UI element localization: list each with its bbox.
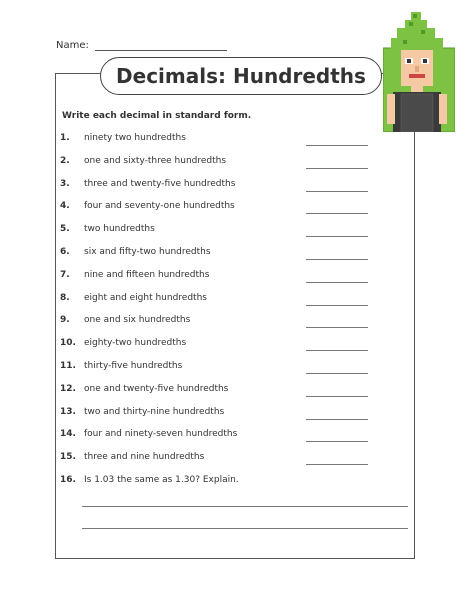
question-text: one and six hundredths [84, 315, 191, 326]
question-number: 15. [60, 452, 76, 463]
answer-line[interactable] [306, 191, 368, 192]
answer-line[interactable] [306, 145, 368, 146]
answer-line[interactable] [306, 282, 368, 283]
question-item [60, 179, 370, 189]
question-item [60, 452, 370, 462]
question-item [60, 407, 370, 417]
answer-line[interactable] [306, 396, 368, 397]
question-number: 9. [60, 315, 70, 326]
question-text: nine and fifteen hundredths [84, 269, 210, 280]
question-number: 16. [60, 475, 76, 485]
question-number: 1. [60, 133, 70, 143]
question-text: two hundredths [84, 224, 155, 235]
explanation-line[interactable] [82, 506, 408, 507]
answer-line[interactable] [306, 373, 368, 374]
question-item [60, 429, 370, 439]
question-text: four and ninety-seven hundredths [84, 429, 238, 440]
name-field[interactable] [95, 40, 227, 51]
question-item [60, 361, 370, 371]
question-item [60, 201, 370, 211]
answer-line[interactable] [306, 305, 368, 306]
question-number: 10. [60, 338, 76, 349]
question-text: three and twenty-five hundredths [84, 178, 236, 189]
pixel-character-icon [383, 12, 455, 132]
answer-line[interactable] [306, 464, 368, 465]
page-title: Decimals: Hundredths [100, 57, 382, 95]
question-text: eighty-two hundredths [84, 338, 187, 349]
question-item [60, 270, 370, 280]
answer-line[interactable] [306, 213, 368, 214]
instructions: Write each decimal in standard form. [62, 111, 252, 121]
question-item [60, 247, 370, 257]
explanation-line[interactable] [82, 528, 408, 529]
question-number: 4. [60, 201, 70, 212]
question-number: 12. [60, 383, 76, 394]
question-text: one and sixty-three hundredths [84, 155, 227, 166]
question-item [60, 475, 370, 485]
answer-line[interactable] [306, 168, 368, 169]
question-number: 13. [60, 406, 76, 417]
name-row [56, 40, 227, 51]
question-text: ninety two hundredths [84, 133, 186, 143]
question-item [60, 315, 370, 325]
name-label: Name: [56, 40, 89, 51]
question-number: 3. [60, 178, 70, 189]
answer-line[interactable] [306, 327, 368, 328]
answer-line[interactable] [306, 236, 368, 237]
question-text: thirty-five hundredths [84, 361, 183, 371]
answer-line[interactable] [306, 419, 368, 420]
question-number: 5. [60, 224, 70, 235]
question-text: eight and eight hundredths [84, 292, 207, 303]
question-text: two and thirty-nine hundredths [84, 406, 225, 417]
question-item [60, 293, 370, 303]
question-item [60, 384, 370, 394]
question-number: 8. [60, 292, 70, 303]
question-text: Is 1.03 the same as 1.30? Explain. [84, 475, 239, 485]
question-item [60, 338, 370, 348]
question-number: 11. [60, 361, 76, 371]
question-text: three and nine hundredths [84, 452, 205, 463]
question-text: four and seventy-one hundredths [84, 201, 235, 212]
question-item [60, 133, 370, 143]
question-item [60, 224, 370, 234]
question-number: 6. [60, 247, 70, 257]
answer-line[interactable] [306, 441, 368, 442]
answer-line[interactable] [306, 350, 368, 351]
question-number: 7. [60, 269, 70, 280]
question-text: six and fifty-two hundredths [84, 247, 211, 257]
question-item [60, 156, 370, 166]
answer-line[interactable] [306, 259, 368, 260]
question-text: one and twenty-five hundredths [84, 383, 229, 394]
question-number: 14. [60, 429, 76, 440]
question-number: 2. [60, 155, 70, 166]
